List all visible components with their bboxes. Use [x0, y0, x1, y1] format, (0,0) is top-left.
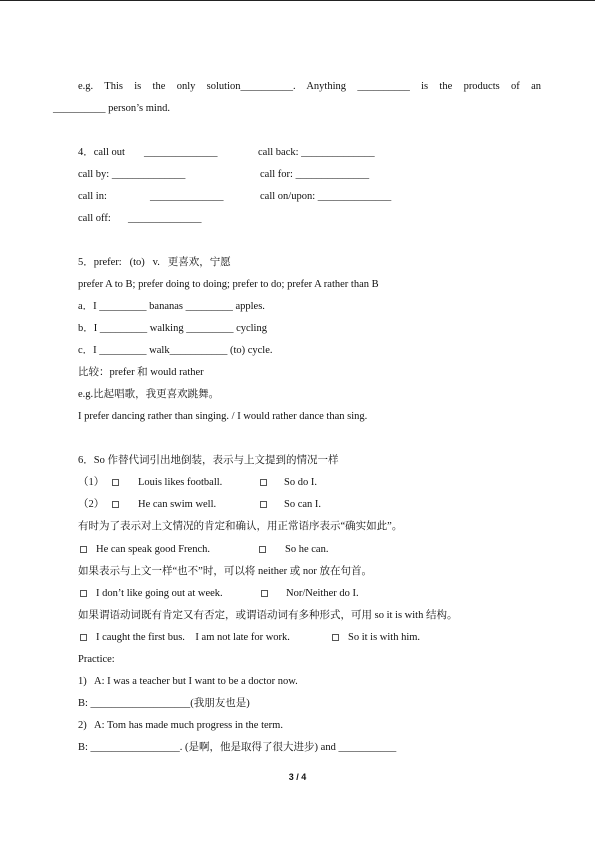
practice-1-answer: B: ___________________(我朋友也是): [78, 698, 250, 709]
call-in-blank: ______________: [150, 191, 224, 202]
exercise-b: b．I _________ walking _________ cycling: [78, 323, 267, 334]
practice-2-answer: B: _________________. (是啊，他是取得了很大进步) and ___________: [78, 742, 397, 753]
example-2-number: （2）: [78, 499, 105, 510]
page-number: 3 / 4: [288, 772, 307, 782]
example-3-statement: He can speak good French.: [96, 544, 211, 555]
section-6-header: 6．So 作替代词引出地倒装，表示与上文提到的情况一样: [78, 455, 339, 466]
box-icon: [260, 501, 267, 508]
box-icon: [80, 546, 87, 553]
practice-2-question: 2) A: Tom has made much progress in the term.: [78, 720, 283, 731]
box-icon: [260, 479, 267, 486]
box-icon: [261, 590, 268, 597]
example-5-statement: I caught the first bus. I am not late for work.: [96, 632, 290, 643]
call-for-item: call for: ______________: [260, 169, 370, 180]
page-top-rule: [0, 0, 595, 1]
box-icon: [259, 546, 266, 553]
example-answer: I prefer dancing rather than singing. / I would rather dance than sing.: [78, 411, 368, 422]
note-affirmation: 有时为了表示对上文情况的肯定和确认，用正常语序表示“确实如此”。: [78, 521, 403, 532]
practice-heading: Practice:: [78, 654, 115, 665]
section-5-header: 5．prefer: (to) v. 更喜欢，宁愿: [78, 257, 231, 268]
example-3-response: So he can.: [285, 544, 329, 555]
example-4-response: Nor/Neither do I.: [286, 588, 359, 599]
example-2-statement: He can swim well.: [138, 499, 217, 510]
call-by-item: call by: ______________: [78, 169, 186, 180]
example-1-response: So do I.: [284, 477, 317, 488]
example-1-statement: Louis likes football.: [138, 477, 223, 488]
exercise-c: c．I _________ walk___________ (to) cycle.: [78, 345, 273, 356]
example-4-statement: I don’t like going out at week.: [96, 588, 223, 599]
exercise-a: a．I _________ bananas _________ apples.: [78, 301, 265, 312]
example-line-2: __________ person’s mind.: [53, 103, 170, 114]
call-on-item: call on/upon: ______________: [260, 191, 392, 202]
compare-note: 比较：prefer 和 would rather: [78, 367, 204, 378]
box-icon: [80, 634, 87, 641]
call-back-item: call back: ______________: [258, 147, 375, 158]
practice-1-question: 1) A: I was a teacher but I want to be a doctor now.: [78, 676, 298, 687]
example-5-response: So it is with him.: [348, 632, 421, 643]
call-off-blank: ______________: [128, 213, 202, 224]
note-so-it-is-with: 如果谓语动词既有肯定又有否定，或谓语动词有多种形式，可用 so it is with 结构。: [78, 610, 458, 621]
call-off-item: call off:: [78, 213, 111, 224]
prefer-patterns: prefer A to B; prefer doing to doing; prefer to do; prefer A rather than B: [78, 279, 379, 290]
example-2-response: So can I.: [284, 499, 322, 510]
call-out-blank: ______________: [144, 147, 218, 158]
example-1-number: （1）: [78, 477, 105, 488]
box-icon: [80, 590, 87, 597]
box-icon: [332, 634, 339, 641]
example-prompt: e.g.比起唱歌，我更喜欢跳舞。: [78, 389, 220, 400]
example-line-1: e.g. This is the only solution__________. Anything __________ is the products of an: [78, 81, 541, 92]
box-icon: [112, 501, 119, 508]
call-in-item: call in:: [78, 191, 107, 202]
box-icon: [112, 479, 119, 486]
section-4-header: 4．call out: [78, 147, 125, 158]
note-neither-nor: 如果表示与上文一样“也不”时，可以将 neither 或 nor 放在句首。: [78, 566, 372, 577]
